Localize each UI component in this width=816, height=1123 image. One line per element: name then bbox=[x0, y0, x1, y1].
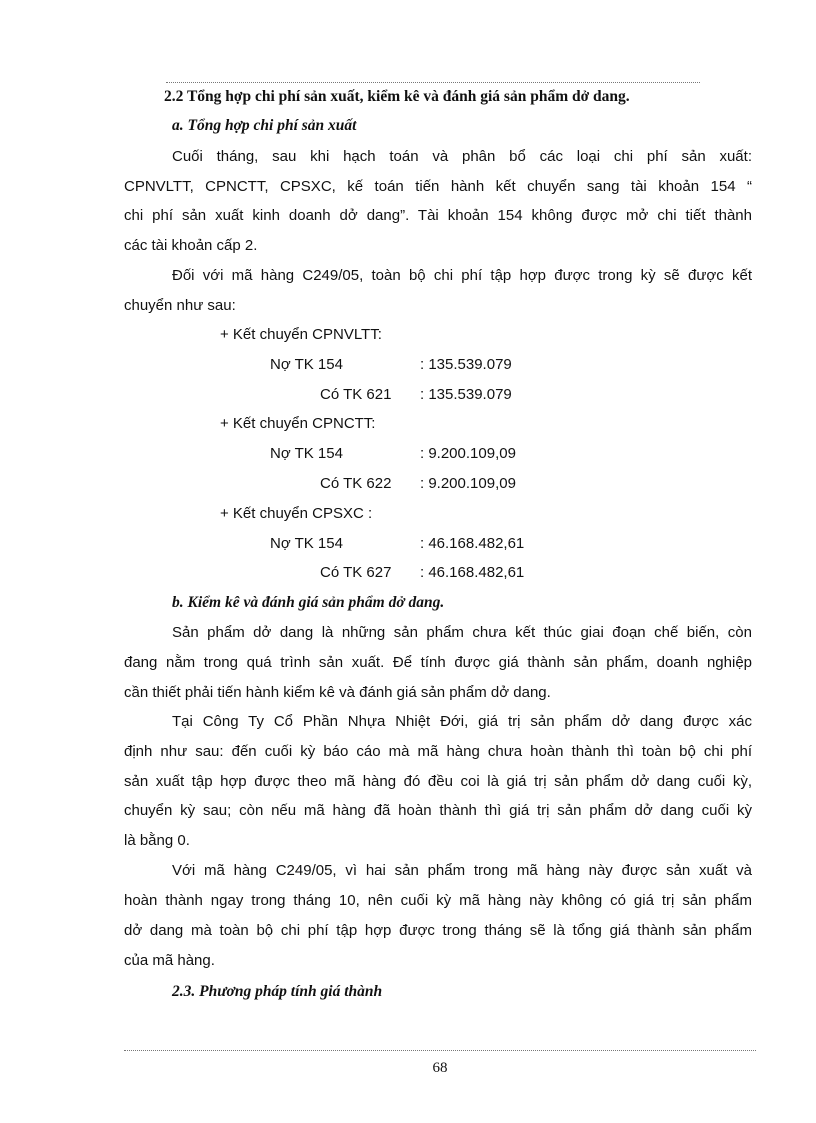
entry-credit-value: : 46.168.482,61 bbox=[420, 564, 525, 581]
paragraph-line: các tài khoản cấp 2. bbox=[124, 237, 258, 254]
entry-credit-value: : 9.200.109,09 bbox=[420, 475, 516, 492]
entry-credit-label: Có TK 621 bbox=[320, 386, 392, 403]
paragraph-line: định như sau: đến cuối kỳ báo cáo mà mã hàng chưa hoàn thành thì toàn bộ chi phí bbox=[124, 743, 752, 760]
entry-title: + Kết chuyển CPSXC : bbox=[220, 505, 373, 522]
paragraph-line: chuyển kỳ sau; còn nếu mã hàng đã hoàn thành thì giá trị sản phẩm dở dang cuối kỳ bbox=[124, 802, 752, 819]
entry-credit-value: : 135.539.079 bbox=[420, 386, 512, 403]
paragraph-line: là bằng 0. bbox=[124, 832, 190, 849]
entry-credit-label: Có TK 627 bbox=[320, 564, 392, 581]
paragraph-line: của mã hàng. bbox=[124, 952, 215, 969]
entry-credit-label: Có TK 622 bbox=[320, 475, 392, 492]
header-divider bbox=[166, 82, 700, 83]
entry-debit-label: Nợ TK 154 bbox=[270, 445, 343, 462]
paragraph-line: Tại Công Ty Cổ Phần Nhựa Nhiệt Đới, giá trị sản phẩm dở dang được xác bbox=[172, 713, 752, 730]
entry-title: + Kết chuyển CPNVLTT: bbox=[220, 326, 382, 343]
entry-debit-label: Nợ TK 154 bbox=[270, 356, 343, 373]
paragraph-line: dở dang mà toàn bộ chi phí tập hợp được trong tháng sẽ là tổng giá thành sản phẩm bbox=[124, 922, 752, 939]
section-heading: 2.2 Tổng hợp chi phí sản xuất, kiểm kê và đánh giá sản phẩm dở dang. bbox=[164, 88, 630, 105]
paragraph-line: đang nằm trong quá trình sản xuất. Để tính được giá thành sản phẩm, doanh nghiệp bbox=[124, 654, 752, 671]
footer-divider bbox=[124, 1050, 756, 1051]
paragraph-line: chi phí sản xuất kinh doanh dở dang”. Tài khoản 154 không được mở chi tiết thành bbox=[124, 207, 752, 224]
entry-debit-label: Nợ TK 154 bbox=[270, 535, 343, 552]
subheading-b: b. Kiểm kê và đánh giá sản phẩm dở dang. bbox=[172, 594, 445, 611]
paragraph-line: hoàn thành ngay trong tháng 10, nên cuối kỳ mã hàng này không có giá trị sản phẩm bbox=[124, 892, 752, 909]
entry-debit-value: : 135.539.079 bbox=[420, 356, 512, 373]
paragraph-line: sản xuất tập hợp được theo mã hàng đó đều coi là giá trị sản phẩm dở dang cuối kỳ, bbox=[124, 773, 752, 790]
entry-title: + Kết chuyển CPNCTT: bbox=[220, 415, 376, 432]
page-number: 68 bbox=[432, 1060, 448, 1076]
subheading-a: a. Tổng hợp chi phí sản xuất bbox=[172, 117, 357, 134]
paragraph-line: Cuối tháng, sau khi hạch toán và phân bổ các loại chi phí sản xuất: bbox=[172, 148, 752, 165]
paragraph-line: Đối với mã hàng C249/05, toàn bộ chi phí tập hợp được trong kỳ sẽ được kết bbox=[172, 267, 752, 284]
paragraph-line: Với mã hàng C249/05, vì hai sản phẩm trong mã hàng này được sản xuất và bbox=[172, 862, 752, 879]
entry-debit-value: : 46.168.482,61 bbox=[420, 535, 525, 552]
section-heading-next: 2.3. Phương pháp tính giá thành bbox=[172, 983, 383, 1000]
paragraph-line: CPNVLTT, CPNCTT, CPSXC, kế toán tiến hành kết chuyển sang tài khoản 154 “ bbox=[124, 178, 752, 195]
paragraph-line: cần thiết phải tiến hành kiểm kê và đánh giá sản phẩm dở dang. bbox=[124, 684, 551, 701]
entry-debit-value: : 9.200.109,09 bbox=[420, 445, 516, 462]
paragraph-line: chuyển như sau: bbox=[124, 297, 236, 314]
paragraph-line: Sản phẩm dở dang là những sản phẩm chưa kết thúc giai đoạn chế biến, còn bbox=[172, 624, 752, 641]
